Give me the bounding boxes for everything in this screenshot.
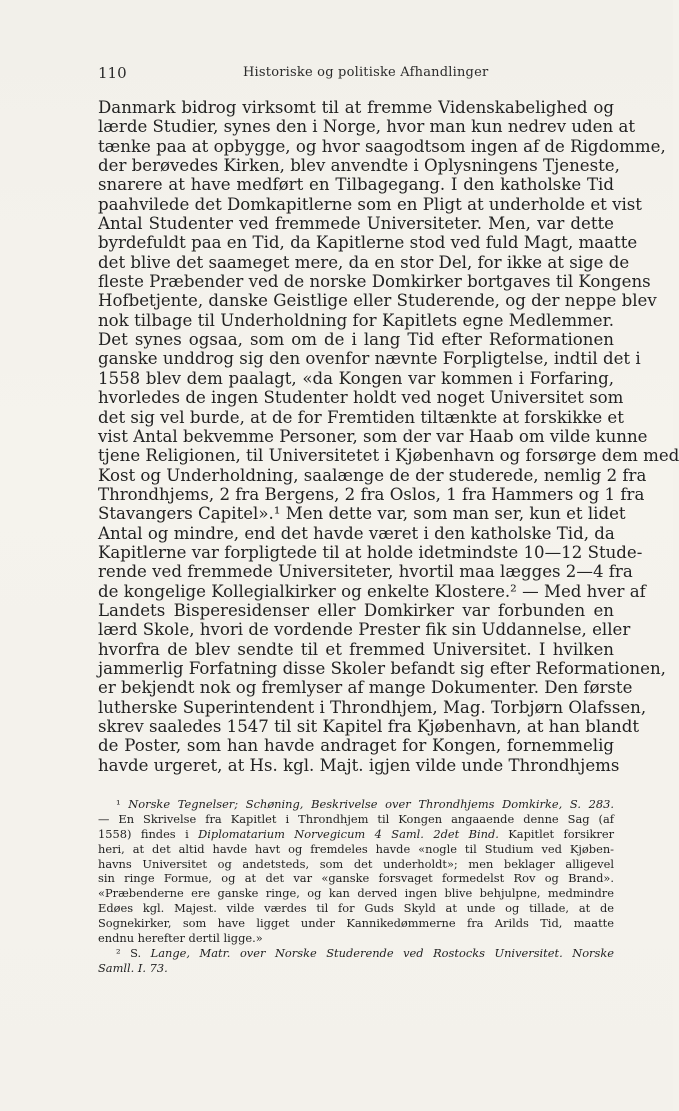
text-line: Danmark bidrog virksomt til at fremme Videnskabelighed og xyxy=(98,98,614,117)
text-line: 1558 blev dem paalagt, «da Kongen var kommen i Forfaring, xyxy=(98,368,614,388)
footnote-text: ² S. xyxy=(116,945,142,960)
text-line: Landets Bisperesidenser eller Domkirker var forbunden en xyxy=(98,600,614,620)
text-line: snarere at have medført en Tilbagegang. I den katholske Tid xyxy=(98,175,614,195)
footnotes xyxy=(98,797,614,976)
text-line: jammerlig Forfatning disse Skoler befandt sig efter Reformationen, xyxy=(98,658,666,678)
footnote-citation: Samll. I. 73. xyxy=(98,960,168,975)
footnote-citation: Diplomatarium Norvegicum 4 Saml. 2det Bind. xyxy=(198,826,499,841)
running-header xyxy=(98,64,618,86)
running-title: Historiske og politiske Afhandlinger xyxy=(243,65,489,80)
text-line: Throndhjems, 2 fra Bergens, 2 fra Oslos, 1 fra Hammers og 1 fra xyxy=(98,484,645,504)
footnote-citation: Norske Tegnelser; Schøning, Beskrivelse over Throndhjems Domkirke, S. 283. xyxy=(128,797,615,811)
body-text xyxy=(98,98,679,775)
text-line: paahvilede det Domkapitlerne som en Pligt at underholde et vist xyxy=(98,194,642,214)
footnote-text: Kapitlet forsikrer xyxy=(508,826,615,841)
text-line: det sig vel burde, at de for Fremtiden tiltænkte at forskikke et xyxy=(98,407,624,427)
footnote-2 xyxy=(98,946,614,961)
text-line: lutherske Superintendent i Throndhjem, Mag. Torbjørn Olafssen, xyxy=(98,697,647,717)
text-line: tjene Religionen, til Universitetet i Kjøbenhavn og forsørge dem med xyxy=(98,446,679,466)
text-line: tænke paa at opbygge, og hvor saagodtsom ingen af de Rigdomme, xyxy=(98,136,666,156)
text-line: skrev saaledes 1547 til sit Kapitel fra Kjøbenhavn, at han blandt xyxy=(98,717,640,736)
text-line: Antal Studenter ved fremmede Universiteter. Men, var dette xyxy=(98,214,614,234)
text-line: Stavangers Capitel».¹ Men dette var, som man ser, kun et lidet xyxy=(98,504,626,524)
footnote-line: «Præbenderne ere ganske ringe, og kan derved ingen blive behjulpne, medmindre xyxy=(98,886,614,901)
text-line: nok tilbage til Underholdning for Kapitlets egne Medlemmer. xyxy=(98,310,614,330)
footnote-line: havns Universitet og andetsteds, som det underholdt»; men beklager alligevel xyxy=(98,856,614,871)
footnote-1 xyxy=(98,797,614,812)
text-line: Hofbetjente, danske Geistlige eller Studerende, og der neppe blev xyxy=(98,291,657,311)
text-line: hvorfra de blev sendte til et fremmed Universitet. I hvilken xyxy=(98,639,614,659)
footnote-mark: ¹ xyxy=(116,797,121,811)
text-line: Kapitlerne var forpligtede til at holde idetmindste 10—12 Stude- xyxy=(98,542,643,562)
text-line: ganske unddrog sig den ovenfor nævnte Forpligtelse, indtil det i xyxy=(98,349,641,369)
text-line: er bekjendt nok og fremlyser af mange Dokumenter. Den første xyxy=(98,678,633,698)
footnote-line: heri, at det altid havde havt og fremdeles havde «nogle til Studium ved Kjøben- xyxy=(98,841,614,856)
text-line: Antal og mindre, end det havde været i den katholske Tid, da xyxy=(98,523,615,543)
text-line: rende ved fremmede Universiteter, hvortil maa lægges 2—4 fra xyxy=(98,562,633,582)
footnote-line: — En Skrivelse fra Kapitlet i Throndhjem til Kongen angaaende denne Sag (af xyxy=(98,811,614,826)
footnote-line xyxy=(98,827,614,842)
footnote-line: endnu herefter dertil ligge.» xyxy=(98,931,263,946)
page-number: 110 xyxy=(98,64,127,82)
text-line: lærde Studier, synes den i Norge, hvor man kun nedrev uden at xyxy=(98,117,636,137)
footnote-line: Sognekirker, som have ligget under Kannikedømmerne fra Arilds Tid, maatte xyxy=(98,916,614,931)
text-line: byrdefuldt paa en Tid, da Kapitlerne stod ved fuld Magt, maatte xyxy=(98,233,638,253)
text-line: der berøvedes Kirken, blev anvendte i Oplysningens Tjeneste, xyxy=(98,156,620,176)
footnote-line: Edøes kgl. Majest. vilde værdes til for Guds Skyld at unde og tillade, at de xyxy=(98,901,614,916)
text-line: det blive det saameget mere, da en stor Del, for ikke at sige de xyxy=(98,252,630,272)
text-line: havde urgeret, at Hs. kgl. Majt. igjen vilde unde Throndhjems xyxy=(98,755,620,775)
footnote-line xyxy=(98,961,614,976)
text-line: vist Antal bekvemme Personer, som der var Haab om vilde kunne xyxy=(98,426,648,446)
text-line: Kost og Underholdning, saalænge de der studerede, nemlig 2 fra xyxy=(98,465,647,485)
text-line: lærd Skole, hvori de vordende Prester fik sin Uddannelse, eller xyxy=(98,620,631,640)
footnote-citation: Lange, Matr. over Norske Studerende ved Rostocks Universitet. Norske xyxy=(150,945,614,960)
text-line: fleste Præbender ved de norske Domkirker bortgaves til Kongens xyxy=(98,272,651,292)
text-line: de kongelige Kollegialkirker og enkelte Klostere.² — Med hver af xyxy=(98,581,646,601)
text-line: de Poster, som han havde andraget for Kongen, fornemmelig xyxy=(98,736,614,756)
text-line: hvorledes de ingen Studenter holdt ved noget Universitet som xyxy=(98,388,624,408)
footnote-line: sin ringe Formue, og at det var «ganske forsvaget formedelst Rov og Brand». xyxy=(98,871,614,886)
text-line: Det synes ogsaa, som om de i lang Tid efter Reformationen xyxy=(98,330,614,350)
footnote-text: 1558) findes i xyxy=(98,826,189,841)
